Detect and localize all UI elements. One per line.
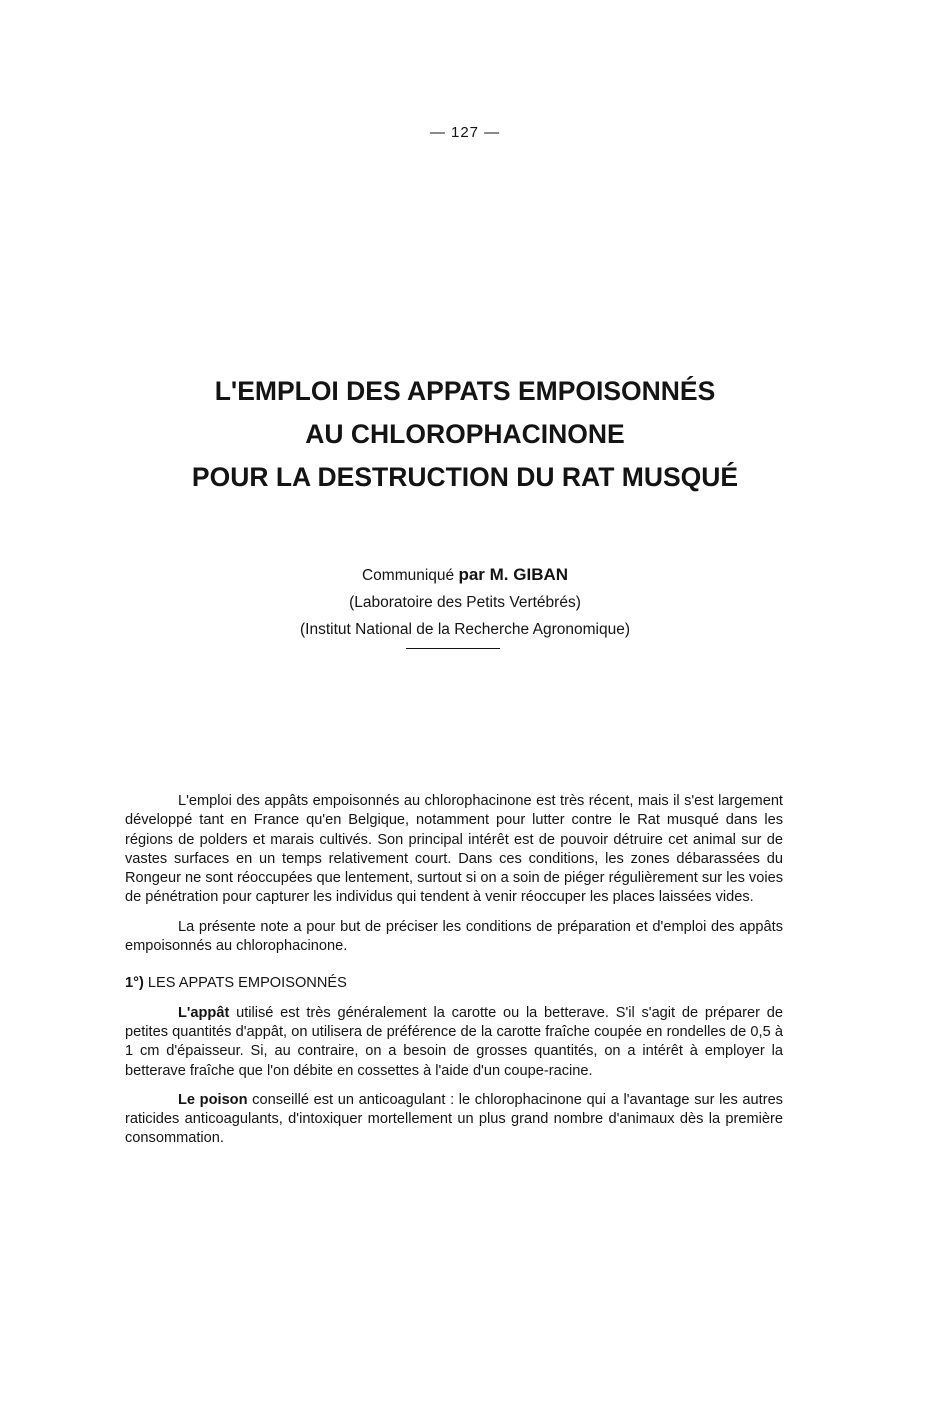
page-number: — 127 — bbox=[429, 124, 501, 141]
byline-divider bbox=[406, 648, 500, 649]
byline-institute: (Institut National de la Recherche Agronomique) bbox=[300, 621, 630, 638]
bait-text: utilisé est très généralement la carotte ou la betterave. S'il s'agit de préparer de petites quantités d'appât, on utilisera de préférence de la carotte fraîche coupée en rondelles de 0,5 à 1 cm d'épaisseur. Si, au contraire, on a besoin de grosses quantités, on a intérêt à employer la betterave fraîche que l'on débite en cossettes à l'aide d'un coupe-racine. bbox=[125, 1004, 783, 1079]
bait-lead: L'appât bbox=[178, 1004, 230, 1021]
title-line-3: POUR LA DESTRUCTION DU RAT MUSQUÉ bbox=[191, 462, 739, 492]
section-number: 1°) bbox=[125, 975, 144, 992]
article-body bbox=[125, 792, 783, 1149]
byline-author: par M. GIBAN bbox=[458, 565, 569, 584]
article-title bbox=[60, 370, 870, 499]
paragraph-intro: L'emploi des appâts empoisonnés au chlorophacinone est très récent, mais il s'est largement développé tant en France qu'en Belgique, notamment pour lutter contre le Rat musqué dans les régions de polders et marais cultivés. Son principal intérêt est de pouvoir détruire cet animal sur de vastes surfaces en un temps relativement court. Dans ces conditions, les zones débarassées du Rongeur ne sont réoccupées que lentement, surtout si on a soin de piéger régulièrement sur les voies de pénétration pour capturer les individus qui tendent à venir réoccuper les places laissées vides. bbox=[125, 793, 783, 906]
section-title: LES APPATS EMPOISONNÉS bbox=[147, 975, 347, 992]
byline-author-line bbox=[0, 561, 930, 589]
poison-text: conseillé est un anticoagulant : le chlorophacinone qui a l'avantage sur les autres raticides anticoagulants, d'intoxiquer mortellement un plus grand nombre d'animaux dès la première consommation. bbox=[125, 1091, 783, 1147]
title-line-1: L'EMPLOI DES APPATS EMPOISONNÉS bbox=[214, 376, 716, 406]
paragraph-poison bbox=[125, 1091, 783, 1149]
byline bbox=[0, 561, 930, 643]
title-line-2: AU CHLOROPHACINONE bbox=[305, 419, 625, 449]
poison-lead: Le poison bbox=[178, 1091, 248, 1108]
byline-communique: Communiqué bbox=[361, 567, 455, 584]
byline-laboratory: (Laboratoire des Petits Vertébrés) bbox=[349, 594, 581, 611]
paragraph-purpose: La présente note a pour but de préciser les conditions de préparation et d'emploi des appâts empoisonnés au chlorophacinone. bbox=[125, 918, 783, 955]
paragraph-bait bbox=[125, 1004, 783, 1081]
section-heading bbox=[125, 974, 783, 993]
